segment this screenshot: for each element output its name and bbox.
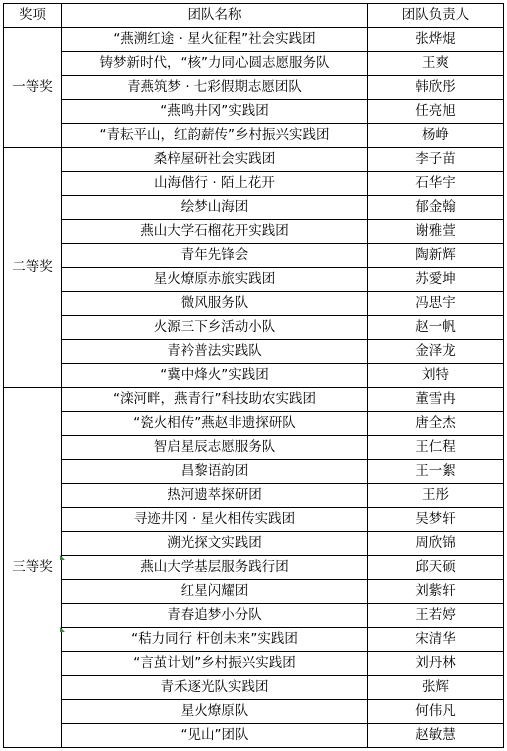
team-leader-cell: 王一絮: [368, 460, 504, 484]
table-row: [4, 700, 504, 724]
team-name-cell: 热河遗萃探研团: [62, 484, 368, 508]
team-leader-cell: 邱天硕: [368, 556, 504, 580]
award-level-cell: 一等奖: [4, 28, 62, 148]
table-row: [4, 580, 504, 604]
table-row: [4, 292, 504, 316]
table-row: [4, 316, 504, 340]
team-name-cell: 微风服务队: [62, 292, 368, 316]
team-leader-cell: 王爽: [368, 52, 504, 76]
table-row: [4, 724, 504, 748]
team-leader-cell: 何伟凡: [368, 700, 504, 724]
team-name-cell: 桑梓屋研社会实践团: [62, 148, 368, 172]
team-name-cell: 红星闪耀团: [62, 580, 368, 604]
table-row: [4, 76, 504, 100]
table-row: [4, 388, 504, 412]
team-name-cell: 火源三下乡活动小队: [62, 316, 368, 340]
team-name-cell: 铸梦新时代，“核”力同心圆志愿服务队: [62, 52, 368, 76]
team-leader-cell: 吴梦轩: [368, 508, 504, 532]
team-name-cell: 青衿普法实践队: [62, 340, 368, 364]
table-row: [4, 436, 504, 460]
team-name-cell: “言茧计划”乡村振兴实践团: [62, 652, 368, 676]
team-leader-cell: 宋清华: [368, 628, 504, 652]
team-leader-cell: 郁金翰: [368, 196, 504, 220]
team-name-cell: 青禾逐光队实践团: [62, 676, 368, 700]
team-name-cell: “秸力同行 杆创未来”实践团: [62, 628, 368, 652]
table-row: [4, 52, 504, 76]
table-row: [4, 484, 504, 508]
table-row: [4, 196, 504, 220]
team-name-cell: 寻迹井冈 · 星火相传实践团: [62, 508, 368, 532]
team-name-cell: 山海偕行 · 陌上花开: [62, 172, 368, 196]
table-row: [4, 556, 504, 580]
team-name-cell: 溯光探文实践团: [62, 532, 368, 556]
team-leader-cell: 周欣锦: [368, 532, 504, 556]
team-leader-cell: 张烨焜: [368, 28, 504, 52]
team-leader-cell: 赵敏慧: [368, 724, 504, 748]
team-leader-cell: 苏愛坤: [368, 268, 504, 292]
table-row: [4, 532, 504, 556]
table-row: [4, 676, 504, 700]
team-leader-cell: 李子苗: [368, 148, 504, 172]
table-row: [4, 100, 504, 124]
team-name-cell: 燕山大学基层服务践行团: [62, 556, 368, 580]
team-name-cell: 星火燎原赤旅实践团: [62, 268, 368, 292]
team-leader-cell: 谢雅萱: [368, 220, 504, 244]
team-leader-cell: 赵一帆: [368, 316, 504, 340]
table-row: [4, 28, 504, 52]
team-name-cell: “冀中烽火”实践团: [62, 364, 368, 388]
table-row: [4, 220, 504, 244]
header-team: 团队名称: [62, 4, 368, 28]
team-leader-cell: 王彤: [368, 484, 504, 508]
team-name-cell: 绘梦山海团: [62, 196, 368, 220]
team-leader-cell: 王仁程: [368, 436, 504, 460]
award-level-cell: 二等奖: [4, 148, 62, 388]
table-row: [4, 604, 504, 628]
team-name-cell: “瓷火相传”燕赵非遗探研队: [62, 412, 368, 436]
team-leader-cell: 唐全杰: [368, 412, 504, 436]
table-row: [4, 628, 504, 652]
team-name-cell: “燕鸣井冈”实践团: [62, 100, 368, 124]
team-leader-cell: 陶新辉: [368, 244, 504, 268]
table-row: [4, 244, 504, 268]
table-row: [4, 172, 504, 196]
team-name-cell: 青春追梦小分队: [62, 604, 368, 628]
header-award: 奖项: [4, 4, 62, 28]
team-name-cell: 星火燎原队: [62, 700, 368, 724]
team-leader-cell: 刘丹林: [368, 652, 504, 676]
team-leader-cell: 金泽龙: [368, 340, 504, 364]
team-name-cell: “燕溯红途 · 星火征程”社会实践团: [62, 28, 368, 52]
team-leader-cell: 刘特: [368, 364, 504, 388]
team-leader-cell: 冯思宇: [368, 292, 504, 316]
table-row: [4, 268, 504, 292]
table-row: [4, 340, 504, 364]
team-leader-cell: 杨峥: [368, 124, 504, 148]
team-name-cell: 青年先锋会: [62, 244, 368, 268]
team-name-cell: 青燕筑梦 · 七彩假期志愿团队: [62, 76, 368, 100]
table-row: [4, 460, 504, 484]
table-header-row: [4, 4, 504, 28]
cell-comment-marker: [60, 555, 65, 560]
table-row: [4, 652, 504, 676]
team-name-cell: 智启星辰志愿服务队: [62, 436, 368, 460]
team-leader-cell: 董雪冉: [368, 388, 504, 412]
team-leader-cell: 韩欣彤: [368, 76, 504, 100]
table-row: [4, 508, 504, 532]
team-name-cell: “青耘平山，红韵薪传”乡村振兴实践团: [62, 124, 368, 148]
team-leader-cell: 任亮旭: [368, 100, 504, 124]
award-level-cell: 三等奖: [4, 388, 62, 748]
cell-comment-marker: [60, 627, 65, 632]
team-name-cell: 昌黎语韵团: [62, 460, 368, 484]
table-row: [4, 124, 504, 148]
team-leader-cell: 刘紫轩: [368, 580, 504, 604]
team-name-cell: “滦河畔，燕青行”科技助农实践团: [62, 388, 368, 412]
table-row: [4, 364, 504, 388]
header-leader: 团队负责人: [368, 4, 504, 28]
awards-table: [3, 3, 504, 748]
team-name-cell: 燕山大学石榴花开实践团: [62, 220, 368, 244]
team-leader-cell: 张辉: [368, 676, 504, 700]
team-leader-cell: 石华宇: [368, 172, 504, 196]
awards-table-body: [4, 4, 504, 748]
table-row: [4, 412, 504, 436]
table-row: [4, 148, 504, 172]
team-leader-cell: 王若婷: [368, 604, 504, 628]
team-name-cell: “见山”团队: [62, 724, 368, 748]
